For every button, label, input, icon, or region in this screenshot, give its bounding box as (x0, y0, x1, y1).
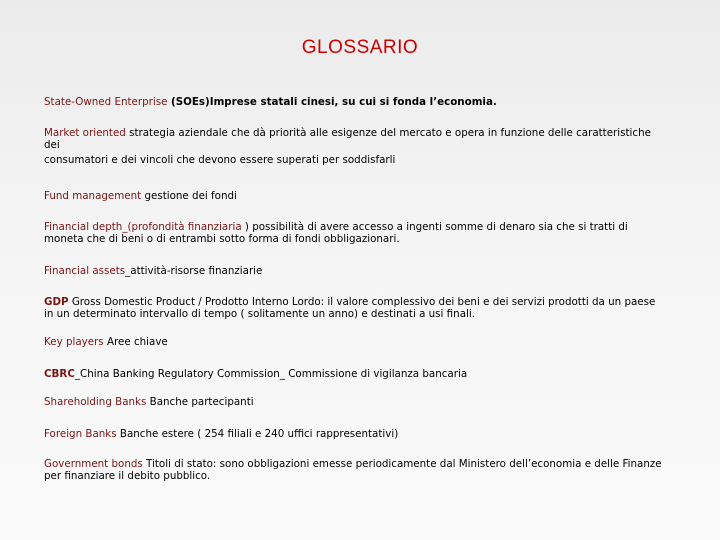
glossary-entry-market-oriented-cont (44, 155, 664, 167)
glossary-entry-shareholding-banks (44, 397, 664, 409)
glossary-entry-soe (44, 97, 664, 109)
glossary-term: GDP (44, 296, 69, 308)
glossary-definition: _attività-risorse finanziarie (125, 265, 263, 277)
glossary-term: Government bonds (44, 458, 143, 470)
glossary-entry-market-oriented (44, 128, 664, 151)
glossary-term: Fund management (44, 190, 142, 202)
glossary-term: Foreign Banks (44, 428, 117, 440)
glossary-entry-cbrc (44, 369, 664, 381)
glossary-term: State-Owned Enterprise (44, 96, 168, 108)
glossary-entry-government-bonds (44, 459, 664, 482)
glossary-term: CBRC (44, 368, 75, 380)
glossary-entry-financial-depth (44, 222, 664, 245)
glossary-term: Financial depth_(profondità finanziaria (44, 221, 242, 233)
glossary-definition: (SOEs)Imprese statali cinesi, su cui si fonda l’economia. (167, 96, 497, 108)
slide-title: GLOSSARIO (301, 37, 419, 58)
glossary-entry-key-players (44, 337, 664, 349)
glossary-definition: Gross Domestic Product / Prodotto Interno Lordo: il valore complessivo dei beni e dei servizi prodotti da un paese in un determinato intervallo di tempo ( solitamente un anno) e destinati a usi finali. (44, 296, 656, 320)
glossary-term: Financial assets (44, 265, 126, 277)
glossary-entry-gdp (44, 297, 664, 320)
glossary-definition: Banche estere ( 254 filiali e 240 uffici rappresentativi) (116, 428, 399, 440)
glossary-term: Shareholding Banks (44, 396, 147, 408)
glossary-entry-financial-assets (44, 266, 664, 278)
glossary-definition: ) possibilità di avere accesso a ingenti somme di denaro sia che si tratti di moneta che di beni o di entrambi sotto forma di fondi obbligazionari. (44, 221, 628, 245)
glossary-entry-foreign-banks (44, 429, 664, 441)
glossary-definition: Titoli di stato: sono obbligazioni emesse periodicamente dal Ministero dell’economia e delle Finanze per finanziare il debito pubblico. (44, 458, 662, 482)
glossary-definition: consumatori e dei vincoli che devono essere superati per soddisfarli (44, 154, 396, 166)
glossary-entry-fund-management (44, 191, 664, 203)
glossary-definition: gestione dei fondi (141, 190, 237, 202)
glossary-definition: Banche partecipanti (146, 396, 254, 408)
glossary-definition: strategia aziendale che dà priorità alle esigenze del mercato e opera in funzione delle caratteristiche dei (44, 127, 651, 151)
glossary-definition: _China Banking Regulatory Commission_ Commissione di vigilanza bancaria (74, 368, 468, 380)
glossary-definition: Aree chiave (103, 336, 168, 348)
glossary-term: Key players (44, 336, 104, 348)
glossary-term: Market oriented (44, 127, 126, 139)
